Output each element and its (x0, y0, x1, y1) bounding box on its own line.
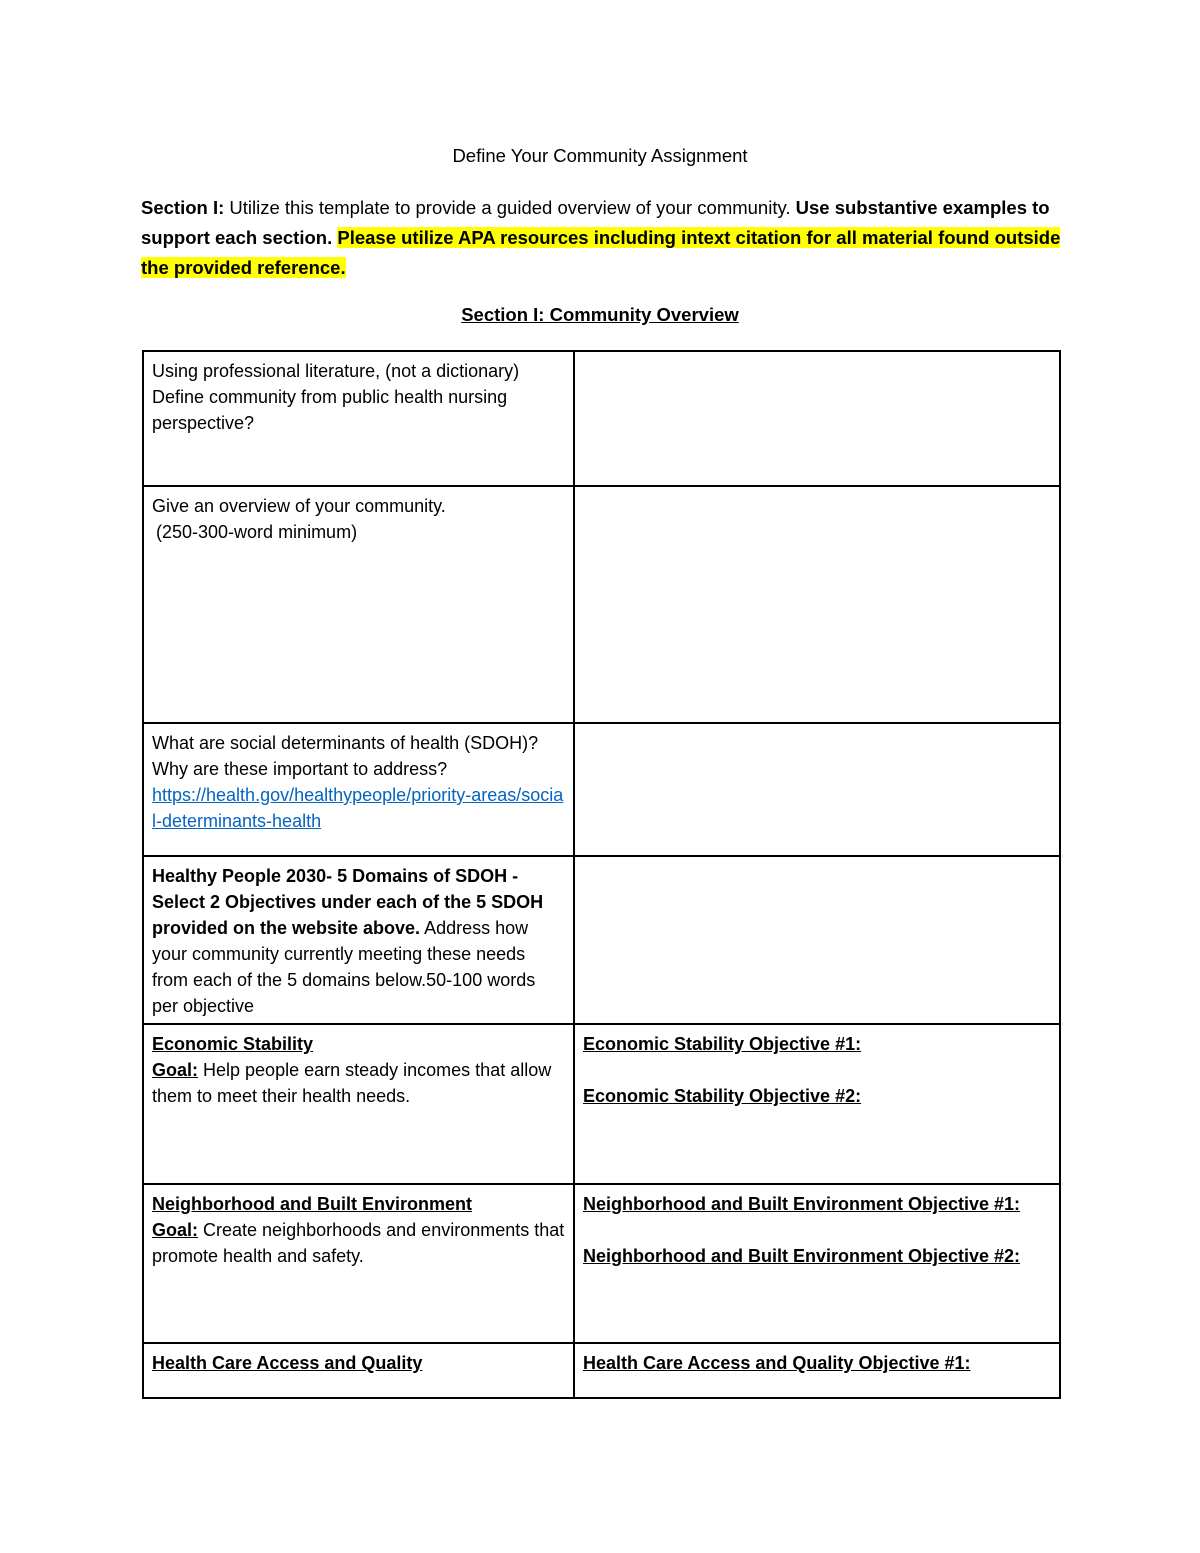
community-overview-table (142, 350, 1061, 1399)
domain-heading: Neighborhood and Built Environment (152, 1194, 472, 1214)
table-row (143, 1024, 1060, 1184)
domain-heading: Economic Stability (152, 1034, 314, 1054)
section-heading: Section I: Community Overview (461, 304, 739, 325)
objective-2-label: Neighborhood and Built Environment Objective #2: (583, 1246, 1021, 1266)
objective-cell-neighborhood[interactable] (574, 1184, 1060, 1343)
answer-cell-define-community[interactable] (574, 351, 1060, 486)
domain-goal (152, 1057, 565, 1109)
table-row (143, 1343, 1060, 1398)
prompt-cell-sdoh (143, 723, 574, 856)
objective-cell-health-care-access[interactable] (574, 1343, 1060, 1398)
domain-cell-economic-stability (143, 1024, 574, 1184)
spacer (583, 1217, 1051, 1243)
intro-highlighted-text: Please utilize APA resources including intext citation for all material found outside the provided reference. (141, 227, 1061, 278)
table-row (143, 486, 1060, 723)
domain-goal (152, 1217, 565, 1269)
intro-text: Utilize this template to provide a guided overview of your community. (224, 197, 796, 218)
table-row (143, 351, 1060, 486)
domain-cell-health-care-access (143, 1343, 574, 1398)
answer-cell-healthy-people[interactable] (574, 856, 1060, 1024)
objective-1-label: Neighborhood and Built Environment Objective #1: (583, 1194, 1021, 1214)
answer-cell-sdoh[interactable] (574, 723, 1060, 856)
answer-cell-community-overview[interactable] (574, 486, 1060, 723)
spacer (583, 1057, 1051, 1083)
table-row (143, 723, 1060, 856)
objective-1-label: Health Care Access and Quality Objective #1: (583, 1353, 971, 1373)
domain-cell-neighborhood (143, 1184, 574, 1343)
prompt-bold-text: Healthy People 2030- 5 Domains of SDOH -Select 2 Objectives under each of the 5 SDOH provided on the website above. (152, 866, 544, 938)
prompt-text: Using professional literature, (not a dictionary) Define community from public health nursing perspective? (152, 361, 520, 433)
intro-paragraph (141, 193, 1071, 283)
prompt-text: Give an overview of your community. (152, 496, 446, 516)
domain-heading: Health Care Access and Quality (152, 1353, 423, 1373)
document-title: Define Your Community Assignment (452, 145, 748, 166)
table-row (143, 856, 1060, 1024)
objective-1-label: Economic Stability Objective #1: (583, 1034, 862, 1054)
goal-label: Goal: (152, 1060, 199, 1080)
goal-label: Goal: (152, 1220, 199, 1240)
prompt-text: Address how your community currently meeting these needs from each of the 5 domains below.50-100 words per objective (152, 918, 536, 1016)
prompt-cell-define-community (143, 351, 574, 486)
table-row (143, 1184, 1060, 1343)
objective-2-label: Economic Stability Objective #2: (583, 1086, 862, 1106)
prompt-cell-healthy-people (143, 856, 574, 1024)
sdoh-link[interactable]: https://health.gov/healthypeople/priority-areas/social-determinants-health (152, 785, 564, 831)
prompt-text: What are social determinants of health (SDOH)? Why are these important to address? (152, 733, 539, 779)
intro-section-label: Section I: (141, 197, 225, 218)
objective-cell-economic-stability[interactable] (574, 1024, 1060, 1184)
prompt-cell-community-overview (143, 486, 574, 723)
word-count-note: (250-300-word minimum) (156, 522, 358, 542)
goal-text: Help people earn steady incomes that allow them to meet their health needs. (152, 1060, 552, 1106)
goal-text: Create neighborhoods and environments that promote health and safety. (152, 1220, 565, 1266)
intro-bold-text: Use substantive examples to support each section. (141, 197, 1050, 248)
